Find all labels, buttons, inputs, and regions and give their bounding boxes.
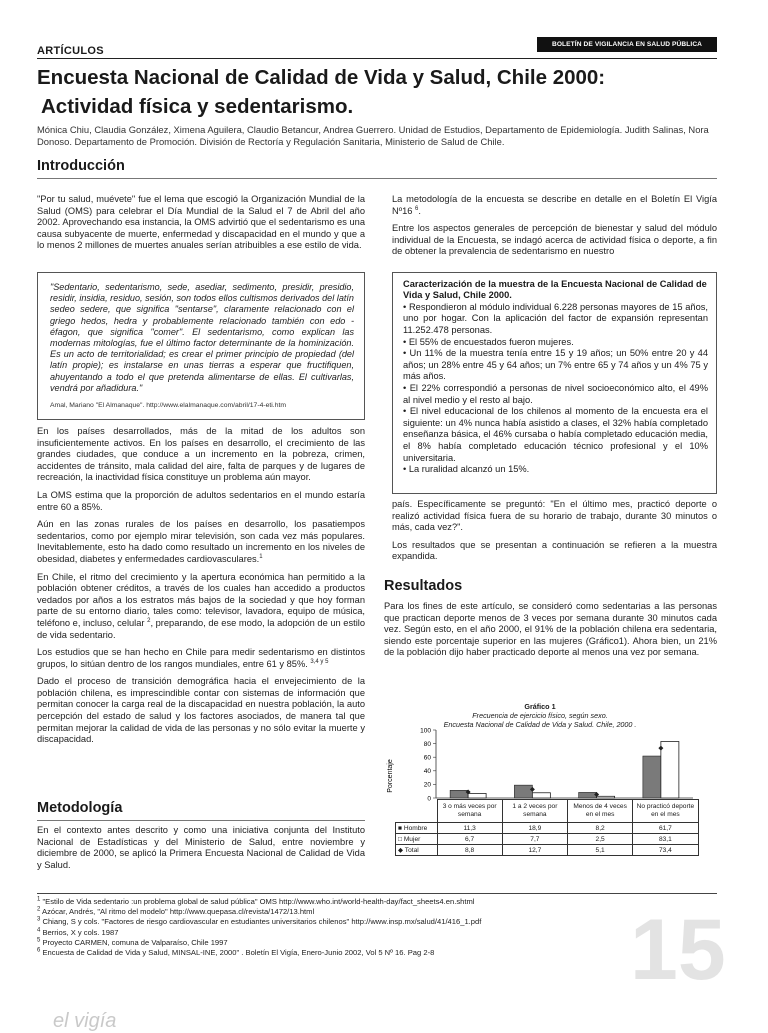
methodology-p2 — [392, 194, 717, 217]
footnote-text: Berrios, X y cols. 1987 — [40, 927, 119, 937]
intro-p4-text: Aún en las zonas rurales de los países en desarrollo, los pasatiempos sedentarios, como por ejemplo mirar televisión, son cada vez más populares. Inevitablemente, esto ha dado como resultado un incremento en los niveles de obesidad, diabetes y enfermedades cardiovasculares. — [37, 519, 365, 564]
footnote-rule — [37, 893, 717, 894]
sample-item: • El 55% de encuestados fueron mujeres. — [403, 337, 708, 349]
bar-hombre — [514, 785, 532, 798]
sample-box-title: Caracterización de la muestra de la Encuesta Nacional de Calidad de Vida y Salud, Chile 2000. — [403, 279, 707, 301]
y-tick-label: 100 — [420, 727, 431, 735]
table-cell: 11,3 — [437, 823, 502, 834]
bar-mujer — [597, 796, 615, 798]
methodology-heading: Metodología — [37, 800, 123, 816]
footer-logo: el vigía — [53, 1010, 117, 1032]
footnote-number: 5 — [37, 937, 41, 944]
footnote-text: Proyecto CARMEN, comuna de Valparaíso, Chile 1997 — [40, 937, 228, 947]
article-title-line1: Encuesta Nacional de Calidad de Vida y Salud, Chile 2000: — [37, 66, 606, 89]
intro-paragraph-1 — [37, 194, 365, 258]
footnote-text: Azócar, Andrés, "Al ritmo del modelo" http://www.quepasa.cl/revista/1472/13.html — [40, 907, 315, 917]
intro-p2: En los países desarrollados, más de la mitad de los adultos son insuficientemente activos. En los países en desarrollo, el crecimiento de las grandes ciudades, que conduce a un incremento en la pobreza, crimen, accidentes de tránsito, mala calidad del aire, falta de parques y de lugares de recreación, la inactividad física constituye un problema aún mayor. — [37, 426, 365, 483]
table-cell: 83,1 — [633, 834, 698, 845]
footnote-ref-1: 1 — [259, 553, 263, 560]
footnote-ref-3-5: 3,4 y 5 — [310, 658, 329, 665]
intro-rule — [37, 178, 717, 179]
footnote — [37, 938, 637, 948]
sample-characterization-box — [392, 272, 717, 494]
sample-item: • La ruralidad alcanzó un 15%. — [403, 464, 708, 476]
footnote-number: 2 — [37, 906, 41, 913]
table-cell: 5,1 — [568, 845, 633, 856]
bar-mujer — [661, 741, 679, 798]
footnote-text: "Estilo de Vida sedentario :un problema global de salud pública" OMS http://www.who.int/world-health-day/fact_sheets4.en.shtml — [40, 897, 475, 906]
intro-p5b-text: , preparando, de ese modo, la adopción de un estilo de vida sedentario. — [37, 617, 365, 640]
footnote — [37, 897, 637, 907]
intro-p5a-text: En Chile, el ritmo del crecimiento y la apertura económica han permitido a la población obtener créditos, a través de los cuales han accedido a productos vedados por años a los estratos más bajos de la sociedad y que hoy forman parte de su entorno diario, tales como: televisor, lavadora, equipo de música, teléfono e, incluso, celular — [37, 571, 365, 628]
y-tick-label: 80 — [423, 740, 431, 748]
bar-hombre — [643, 756, 661, 798]
table-row — [396, 823, 699, 834]
methodology-p1: En el contexto antes descrito y como una iniciativa conjunta del Instituto Nacional de Estadísticas y del Ministerio de Salud, entre noviembre y diciembre de 2000, se aplicó la Primera Encuesta Nacional de Calidad de Vida y Salud. — [37, 825, 365, 870]
footnote-number: 1 — [37, 896, 41, 903]
sample-item: • El nivel educacional de los chilenos al momento de la encuesta era el siguiente: un 4% nunca había asistido a clases, el 32% había completado enseñanza básica, el 46% cursaba o había completado educación media, el 8% había completado educación técnico profesional y el 10% universitaria. — [403, 406, 708, 464]
sample-item: • El 22% correspondió a personas de nivel socioeconómico alto, el 49% al nivel medio y el resto al bajo. — [403, 383, 708, 406]
chart-label: Gráfico 1 — [524, 702, 556, 711]
footnote — [37, 907, 637, 917]
series-label: □ Mujer — [396, 834, 438, 845]
y-tick-label: 60 — [423, 754, 431, 762]
bar-mujer — [532, 793, 550, 798]
section-label: ARTÍCULOS — [37, 45, 104, 57]
table-cell: 18,9 — [502, 823, 567, 834]
footnote — [37, 928, 637, 938]
table-category: 1 a 2 veces por semana — [502, 800, 567, 823]
intro-p4 — [37, 519, 365, 565]
series-label: ■ Hombre — [396, 823, 438, 834]
table-cell: 6,7 — [437, 834, 502, 845]
chart-title: Frecuencia de ejercicio físico, según sexo. — [472, 711, 608, 720]
bar-hombre — [579, 792, 597, 798]
table-corner — [396, 800, 438, 823]
results-p1: Para los fines de este artículo, se consideró como sedentarias a las personas que practican deporte menos de 3 veces por semana durante 30 minutos cada vez. Según esto, en el año 2000, el 91% de la población chilena era sedentaria, siendo este porcentaje superior en las mujeres (Gráfico1). Ahora bien, un 21% de la población dijo haber practicado deporte al menos una vez por semana. — [384, 601, 717, 658]
quote-source: Amal, Mariano "El Almanaque". http://www.elalmanaque.com/abril/17-4-eti.htm — [50, 402, 287, 410]
methodology-p3: Entre los aspectos generales de percepción de bienestar y salud del módulo individual de la Encuesta, se indagó acerca de actividad física o deporte, a fin de obtener la prevalencia de sedentarismo en nuestro — [392, 223, 717, 257]
series-label: ◆ Total — [396, 845, 438, 856]
table-cell: 73,4 — [633, 845, 698, 856]
y-axis-label: Porcentaje — [387, 759, 394, 793]
intro-p1: "Por tu salud, muévete" fue el lema que escogió la Organización Mundial de la Salud (OMS) para celebrar el Día Mundial de la Salud el 7 de Abril del año 2002. Aprovechando esa instancia, la OMS advirtió que el sedentarismo es una causa subyacente de muerte, enfermedad y discapacidad en el mundo y que a lo menos 2 millones de muertes anuales serían atribuibles a ese estilo de vida. — [37, 194, 365, 251]
intro-p3: La OMS estima que la proporción de adultos sedentarios en el mundo estaría entre 60 a 85%. — [37, 489, 365, 512]
page-number: 15 — [630, 902, 726, 998]
footnotes — [37, 897, 637, 958]
methodology-p5: Los resultados que se presentan a continuación se refieren a la muestra expandida. — [392, 539, 717, 562]
footnote — [37, 917, 637, 927]
intro-p6 — [37, 647, 365, 670]
authors: Mónica Chiu, Claudia González, Ximena Aguilera, Claudio Betancur, Andrea Guerrero. Unidad de Estudios, Departamento de Epidemiología. Judith Salinas, Nora Donoso. Departamento de Promoción. División de Rectoría y Regulación Sanitaria, Ministerio de Salud de Chile. — [37, 124, 709, 147]
methodology-p4: país. Específicamente se preguntó: "En el último mes, practicó deporte o realizó actividad física fuera de su horario de trabajo, durante 30 minutos o más, cada vez?". — [392, 499, 717, 533]
methodology-p2-text: La metodología de la encuesta se describe en detalle en el Boletín El Vigía Nº16 — [392, 194, 717, 216]
table-cell: 8,2 — [568, 823, 633, 834]
chart-subtitle: Encuesta Nacional de Calidad de Vida y Salud. Chile, 2000 . — [443, 720, 637, 729]
sample-item: • Un 11% de la muestra tenía entre 15 y 19 años; un 50% entre 20 y 44 años; un 28% entre 45 y 64 años; un 7% entre 65 y 74 años y un 4% 75 y más años. — [403, 348, 708, 383]
footnote — [37, 948, 637, 958]
methodology-p2-end: . — [418, 205, 421, 216]
chart-data-table-wrap — [395, 799, 699, 856]
footnote-ref-6: 6 — [415, 205, 419, 212]
methodology-rule — [37, 820, 365, 821]
table-category: No practicó deporte en el mes — [633, 800, 698, 823]
footnote-ref-2: 2 — [147, 617, 151, 624]
table-header-row — [396, 800, 699, 823]
intro-p5 — [37, 572, 365, 642]
bars — [450, 741, 679, 798]
chart-data-table — [395, 799, 699, 856]
footnote-number: 4 — [37, 927, 41, 934]
bulletin-banner: BOLETÍN DE VIGILANCIA EN SALUD PÚBLICA — [537, 37, 717, 52]
results-body — [384, 601, 717, 665]
y-tick-label: 20 — [423, 781, 431, 789]
intro-p7: Dado el proceso de transición demográfica hacia el envejecimiento de la población chilena, es imprescindible contar con sistemas de información que permitan conocer la carga real de la discapacidad en nuestra población, la auto percepción del estado de salud y los factores asociados, de manera tal que permitan mejorar la calidad de vida de las personas y no sólo evitar la muerte y discapacidad. — [37, 676, 365, 745]
sample-box-list — [403, 302, 708, 476]
intro-p6-text: Los estudios que se han hecho en Chile para medir sedentarismo en distintos grupos, lo sitúan dentro de los rangos mundiales, entre 61 y 85%. — [37, 647, 365, 669]
table-row — [396, 834, 699, 845]
table-row — [396, 845, 699, 856]
table-cell: 61,7 — [633, 823, 698, 834]
footnote-number: 3 — [37, 916, 41, 923]
table-cell: 2,5 — [568, 834, 633, 845]
footnote-text: Encuesta de Calidad de Vida y Salud, MINSAL-INE, 2000" . Boletín El Vigía, Enero-Junio 2002, Vol 5 Nº 16. Pag 2-8 — [40, 948, 435, 958]
quote-box — [37, 272, 365, 420]
article-title-line2: Actividad física y sedentarismo. — [41, 95, 354, 118]
table-category: 3 o más veces por semana — [437, 800, 502, 823]
bar-hombre — [450, 790, 468, 798]
table-cell: 8,8 — [437, 845, 502, 856]
bar-mujer — [468, 793, 486, 798]
results-heading: Resultados — [384, 578, 463, 594]
footnote-number: 6 — [37, 947, 41, 954]
y-tick-label: 40 — [423, 768, 431, 776]
intro-heading: Introducción — [37, 158, 125, 174]
methodology-body-left — [37, 825, 365, 877]
quote-text: "Sedentario, sedentarismo, sede, asediar, sedimento, presidir, presidio, residir, insidia, residuo, sesión, son todos ellos cultismos derivados del latín sedeo sedere, que significa "sentarse", claramente relacionado con el griego hedos, hedra y probablemente relacionado también con edo - éfagon, que significa "comer". El sedentarismo, como explican las modernas mitologías, fue el último factor determinante de la hominización. Es un acto de territorialidad; es crear el primer principio de propiedad (del latín propie); es instalarse en unas tierras a esperar que fructifiquen, ahuyentando a todo el que pretenda alimentarse de ellas. El cultivarlas, vendrá por añadidura." — [50, 282, 354, 393]
table-category: Menos de 4 veces en el mes — [568, 800, 633, 823]
left-column-body — [37, 426, 365, 752]
y-tick-label: 0 — [427, 795, 431, 803]
right-column-top — [392, 194, 717, 264]
footnote-text: Chiang, S y cols. "Factores de riesgo cardiovascular en estudiantes universitarios chilenos" http://www.insp.mx/salud/41/416_1.pdf — [40, 917, 482, 927]
right-column-mid — [392, 499, 717, 569]
table-cell: 7,7 — [502, 834, 567, 845]
header-rule — [37, 58, 717, 59]
sample-item: • Respondieron al módulo individual 6.228 personas mayores de 15 años, uno por hogar. Con la aplicación del factor de expansión representan 11.252.478 personas. — [403, 302, 708, 337]
table-cell: 12,7 — [502, 845, 567, 856]
